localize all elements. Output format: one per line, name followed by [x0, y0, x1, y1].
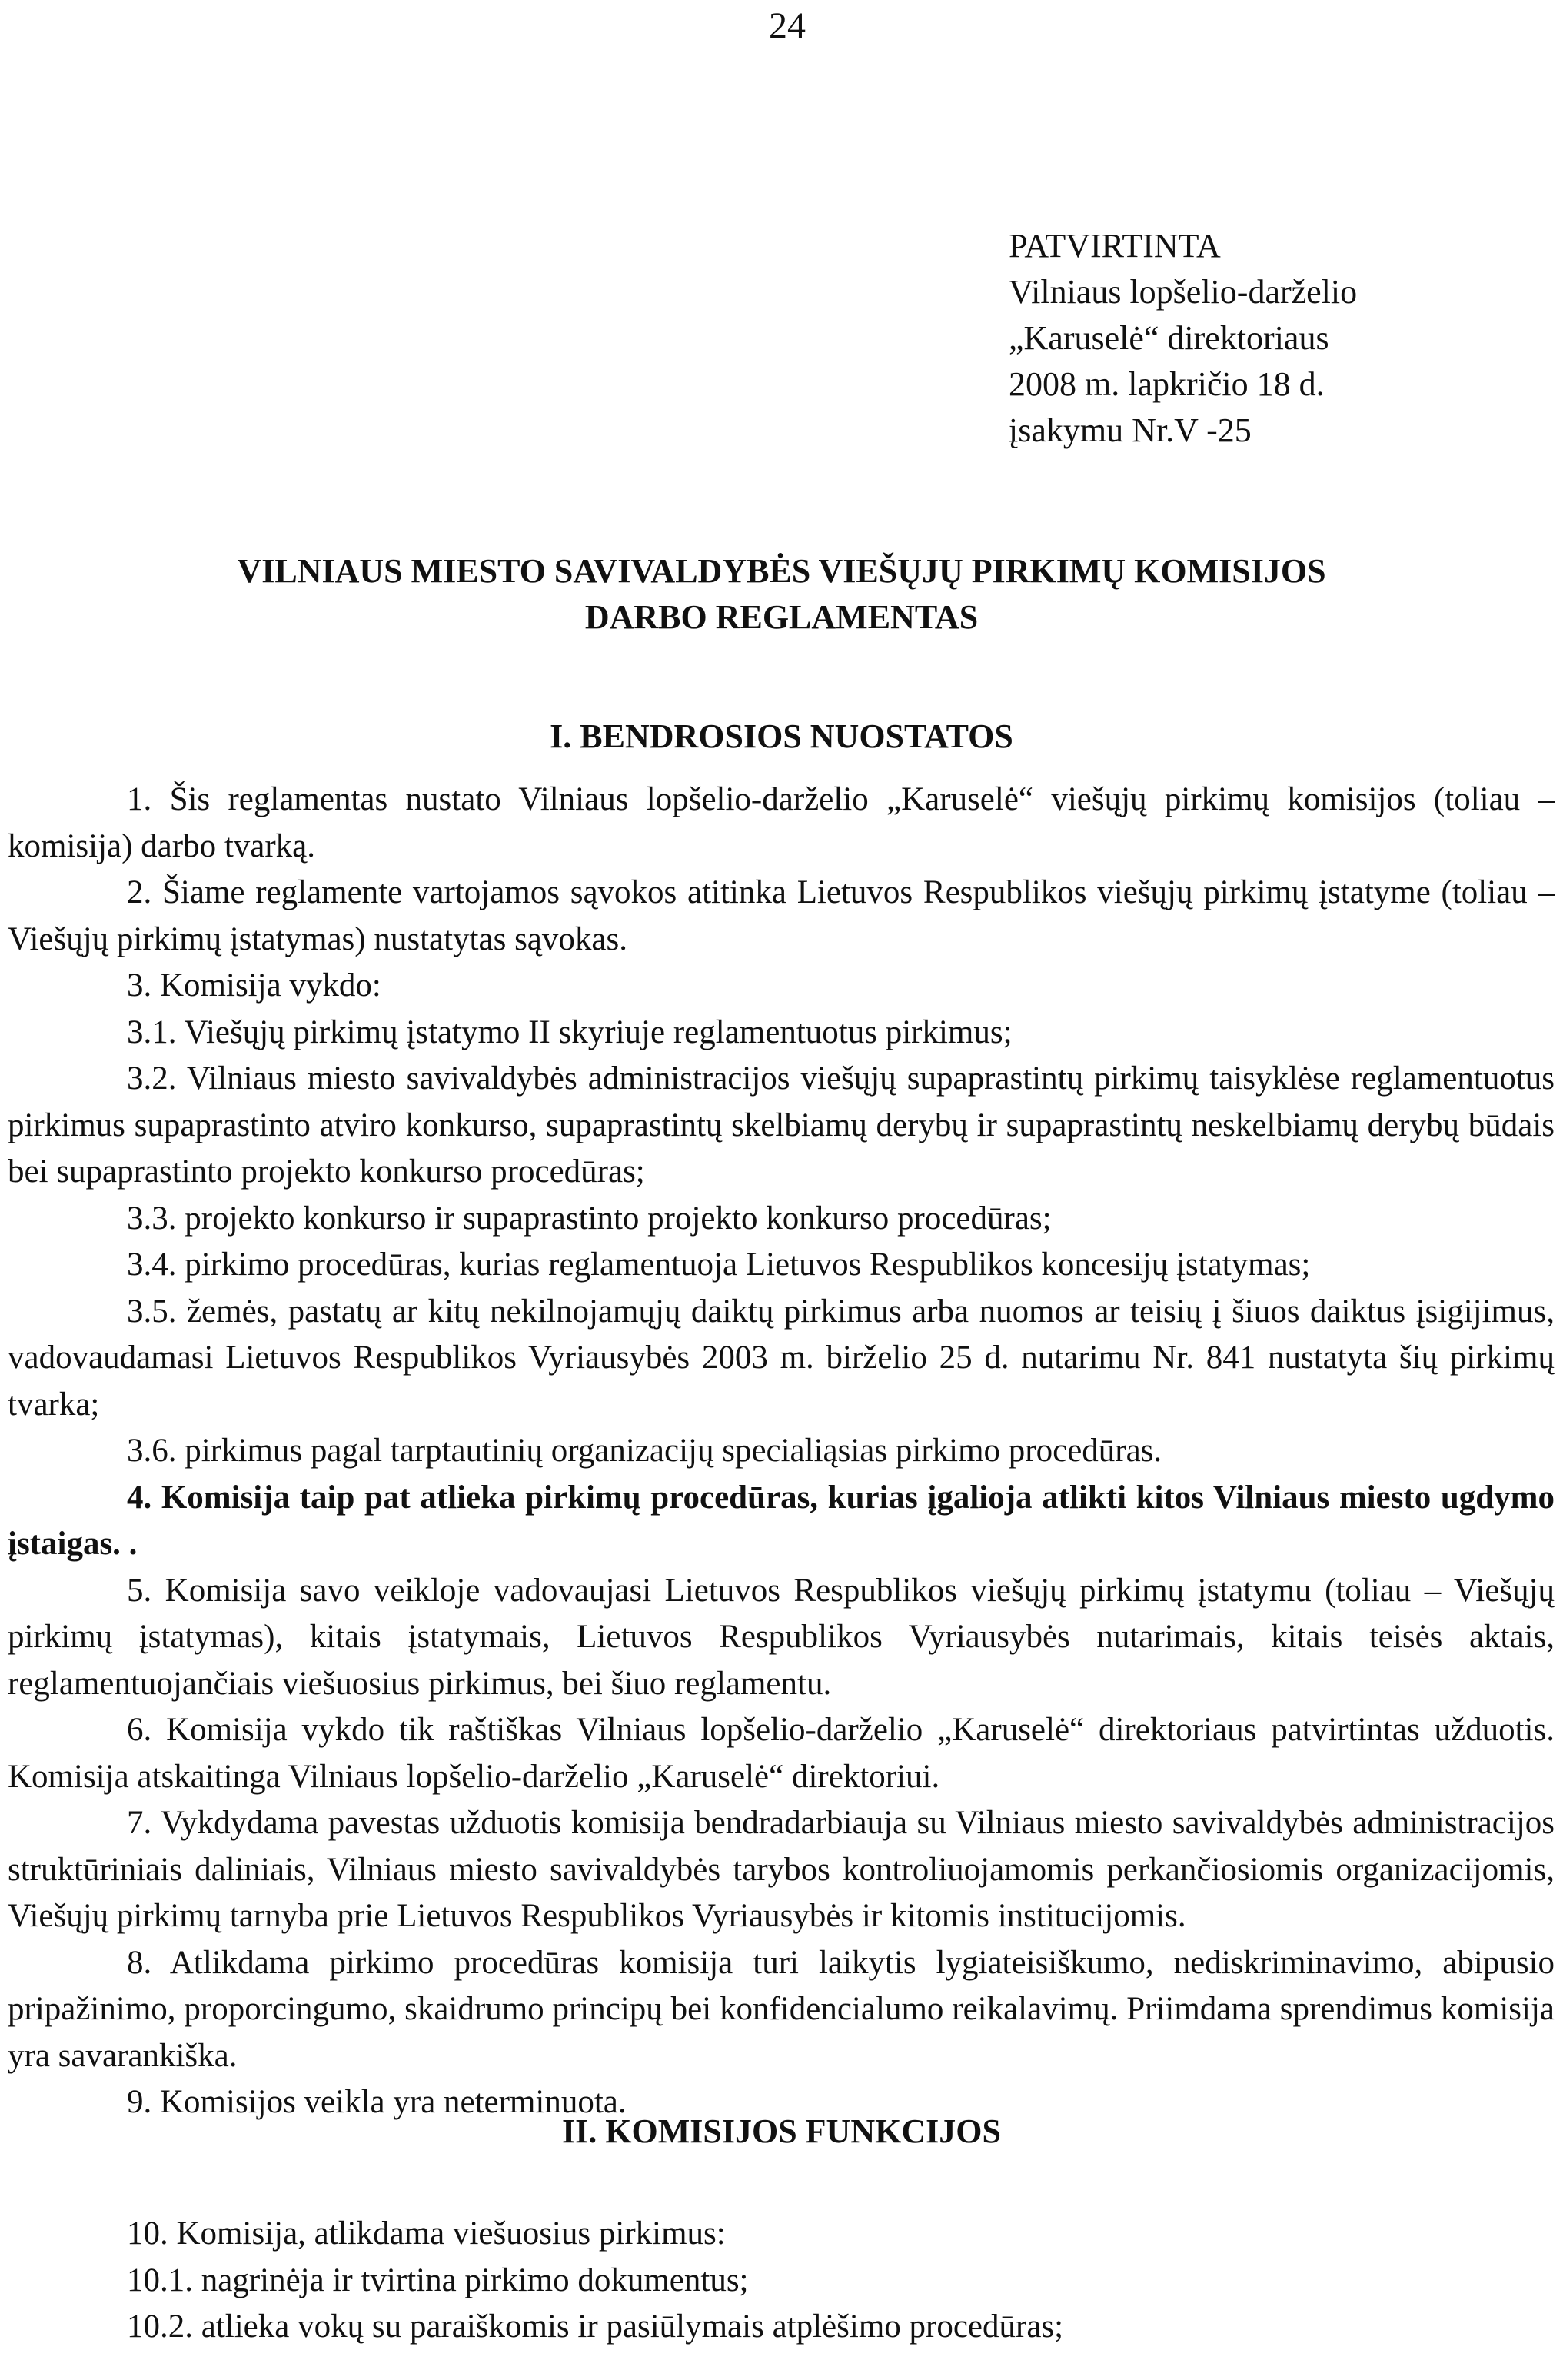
- paragraph: 3.2. Vilniaus miesto savivaldybės administracijos viešųjų supaprastintų pirkimų taisyklėse reglamentuotus pirkimus supaprastinto atviro konkurso, supaprastintų skelbiamų derybų ir supaprastintų neskelbiamų derybų būdais bei supaprastinto projekto konkurso procedūras;: [8, 1060, 1555, 1190]
- section-1-body: [8, 777, 1555, 2126]
- paragraph: 8. Atlikdama pirkimo procedūras komisija turi laikytis lygiateisiškumo, nediskriminavimo, abipusio pripažinimo, proporcingumo, skaidrumo principų bei konfidencialumo reikalavimų. Priimdama sprendimus komisija yra savarankiška.: [8, 1944, 1555, 2074]
- paragraph: 3.3. projekto konkurso ir supaprastinto projekto konkurso procedūras;: [127, 1200, 1052, 1237]
- paragraph-bold: 4. Komisija taip pat atlieka pirkimų procedūras, kurias įgalioja atlikti kitos Vilniaus miesto ugdymo įstaigas. .: [8, 1479, 1555, 1562]
- paragraph: 10. Komisija, atlikdama viešuosius pirkimus:: [127, 2215, 726, 2252]
- paragraph: 3. Komisija vykdo:: [127, 967, 381, 1004]
- section-2-body: [8, 2211, 1555, 2351]
- approval-block: [1009, 223, 1357, 454]
- approval-line: įsakymu Nr.V -25: [1009, 411, 1252, 449]
- paragraph: 3.6. pirkimus pagal tarptautinių organizacijų specialiąsias pirkimo procedūras.: [127, 1433, 1162, 1469]
- paragraph: 6. Komisija vykdo tik raštiškas Vilniaus lopšelio-darželio „Karuselė“ direktoriaus patvirtintas užduotis. Komisija atskaitinga Vilniaus lopšelio-darželio „Karuselė“ direktoriui.: [8, 1712, 1555, 1795]
- paragraph: 1. Šis reglamentas nustato Vilniaus lopšelio-darželio „Karuselė“ viešųjų pirkimų komisijos (toliau – komisija) darbo tvarką.: [8, 781, 1555, 864]
- paragraph: 10.2. atlieka vokų su paraiškomis ir pasiūlymais atplėšimo procedūras;: [127, 2308, 1064, 2345]
- approval-line: PATVIRTINTA: [1009, 227, 1221, 265]
- paragraph: 2. Šiame reglamente vartojamos sąvokos atitinka Lietuvos Respublikos viešųjų pirkimų įstatyme (toliau – Viešųjų pirkimų įstatymas) nustatytas sąvokas.: [8, 874, 1555, 957]
- title-line-1: VILNIAUS MIESTO SAVIVALDYBĖS VIEŠŲJŲ PIRKIMŲ KOMISIJOS: [237, 552, 1326, 590]
- paragraph: 5. Komisija savo veikloje vadovaujasi Lietuvos Respublikos viešųjų pirkimų įstatymu (toliau – Viešųjų pirkimų įstatymas), kitais įstatymais, Lietuvos Respublikos Vyriausybės nutarimais, kitais teisės aktais, reglamentuojančiais viešuosius pirkimus, bei šiuo reglamentu.: [8, 1572, 1555, 1702]
- title-line-2: DARBO REGLAMENTAS: [584, 598, 979, 636]
- approval-line: Vilniaus lopšelio-darželio: [1009, 273, 1358, 311]
- section-heading-2: II. KOMISIJOS FUNKCIJOS: [562, 2112, 1001, 2150]
- paragraph: 7. Vykdydama pavestas užduotis komisija bendradarbiauja su Vilniaus miesto savivaldybės administracijos struktūriniais daliniais, Vilniaus miesto savivaldybės tarybos kontroliuojamomis perkančiosiomis organizacijomis, Viešųjų pirkimų tarnyba prie Lietuvos Respublikos Vyriausybės ir kitomis institucijomis.: [8, 1805, 1555, 1934]
- paragraph: 3.5. žemės, pastatų ar kitų nekilnojamųjų daiktų pirkimus arba nuomos ar teisių į šiuos daiktus įsigijimus, vadovaudamasi Lietuvos Respublikos Vyriausybės 2003 m. birželio 25 d. nutarimu Nr. 841 nustatyta šių pirkimų tvarka;: [8, 1293, 1555, 1423]
- approval-line: 2008 m. lapkričio 18 d.: [1009, 365, 1325, 403]
- section-heading-1: I. BENDROSIOS NUOSTATOS: [550, 717, 1013, 755]
- paragraph: 10.1. nagrinėja ir tvirtina pirkimo dokumentus;: [127, 2262, 749, 2298]
- document-title: [0, 548, 1563, 641]
- paragraph: 3.1. Viešųjų pirkimų įstatymo II skyriuje reglamentuotus pirkimus;: [127, 1014, 1013, 1050]
- page-number: 24: [769, 5, 806, 46]
- paragraph: 3.4. pirkimo procedūras, kurias reglamentuoja Lietuvos Respublikos koncesijų įstatymas;: [127, 1247, 1311, 1283]
- paragraph: 9. Komisijos veikla yra neterminuota.: [127, 2084, 627, 2120]
- approval-line: „Karuselė“ direktoriaus: [1009, 319, 1329, 357]
